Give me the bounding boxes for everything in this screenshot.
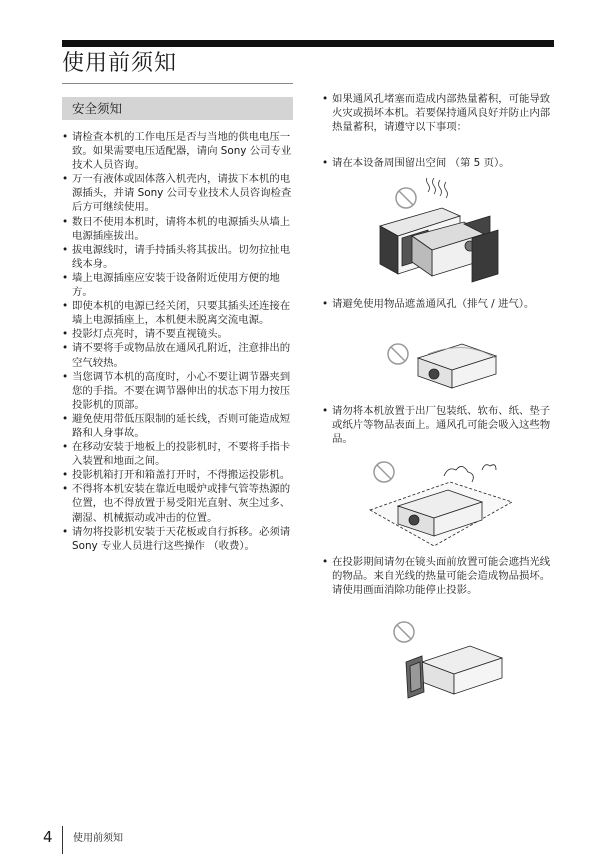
list-item: • 请勿将本机放置于出厂包装纸、软布、纸、垫子或纸片等物品表面上。通风孔可能会吸入这些物品。 bbox=[322, 404, 556, 446]
safety-list bbox=[62, 130, 294, 553]
vent-covered-illustration bbox=[382, 336, 502, 396]
prohibited-icon bbox=[374, 462, 394, 482]
prohibited-icon bbox=[396, 188, 416, 208]
page-number: 4 bbox=[43, 828, 53, 846]
list-item: • 不得将本机安装在靠近电暖炉或排气管等热源的位置，也不得放置于易受阳光直射、灰尘过多、潮湿、机械振动或冲击的位置。 bbox=[62, 482, 294, 524]
list-item: • 即使本机的电源已经关闭，只要其插头还连接在墙上电源插座上，本机便未脱离交流电源。 bbox=[62, 299, 294, 327]
list-item: • 在移动安装于地板上的投影机时，不要将手指卡入装置和地面之间。 bbox=[62, 440, 294, 468]
list-item: • 当您调节本机的高度时，小心不要让调节器夹到您的手指。不要在调节器伸出的状态下用力按压投影机的顶部。 bbox=[62, 370, 294, 412]
footer-section-title: 使用前须知 bbox=[73, 833, 123, 844]
page-title: 使用前须知 bbox=[62, 51, 178, 76]
list-item: • 请检查本机的工作电压是否与当地的供电电压一致。如果需要电压适配器，请向 Sony 公司专业技术人员咨询。 bbox=[62, 130, 294, 172]
clearance-note bbox=[322, 156, 556, 170]
list-item: • 请避免使用物品遮盖通风孔（排气 / 进气）。 bbox=[322, 297, 556, 311]
prohibited-icon bbox=[388, 344, 408, 364]
top-rule bbox=[62, 40, 554, 47]
list-item: • 请在本设备周围留出空间 （第 5 页）。 bbox=[322, 156, 556, 170]
title-rule bbox=[62, 83, 293, 84]
ventilation-warning bbox=[322, 92, 556, 134]
list-item: • 避免使用带低压限制的延长线，否则可能造成短路和人身事故。 bbox=[62, 412, 294, 440]
list-item: • 拔电源线时，请手持插头将其拔出。切勿拉扯电线本身。 bbox=[62, 243, 294, 271]
footer-divider bbox=[62, 826, 63, 854]
list-item: • 数日不使用本机时，请将本机的电源插头从墙上电源插座拔出。 bbox=[62, 215, 294, 243]
list-item: • 在投影期间请勿在镜头面前放置可能会遮挡光线的物品。来自光线的热量可能会造成物品损坏。请使用画面消除功能停止投影。 bbox=[322, 555, 556, 597]
projector-clearance-illustration bbox=[372, 178, 502, 288]
list-item: • 投影机箱打开和箱盖打开时，不得搬运投影机。 bbox=[62, 468, 294, 482]
list-item: • 如果通风孔堵塞而造成内部热量蓄积，可能导致火灾或损坏本机。若要保持通风良好并防止内部热量蓄积，请遵守以下事项： bbox=[322, 92, 556, 134]
list-item: • 投影灯点亮时，请不要直视镜头。 bbox=[62, 327, 294, 341]
list-item: • 墙上电源插座应安装于设备附近使用方便的地方。 bbox=[62, 271, 294, 299]
prohibited-icon bbox=[394, 622, 414, 642]
projector-on-cloth-illustration bbox=[364, 458, 514, 550]
safety-heading-bar bbox=[62, 97, 293, 120]
safety-heading: 安全须知 bbox=[72, 101, 123, 116]
lens-blocked-illustration bbox=[384, 618, 504, 700]
list-item: • 请不要将手或物品放在通风孔附近，注意排出的空气较热。 bbox=[62, 341, 294, 369]
list-item: • 请勿将投影机安装于天花板或自行拆移。必须请 Sony 专业人员进行这些操作 （收费）。 bbox=[62, 525, 294, 553]
lens-block-note bbox=[322, 555, 556, 597]
vent-cover-note bbox=[322, 297, 556, 311]
list-item: • 万一有液体或固体落入机壳内，请拔下本机的电源插头，并请 Sony 公司专业技术人员咨询检查后方可继续使用。 bbox=[62, 172, 294, 214]
soft-surface-note bbox=[322, 404, 556, 446]
